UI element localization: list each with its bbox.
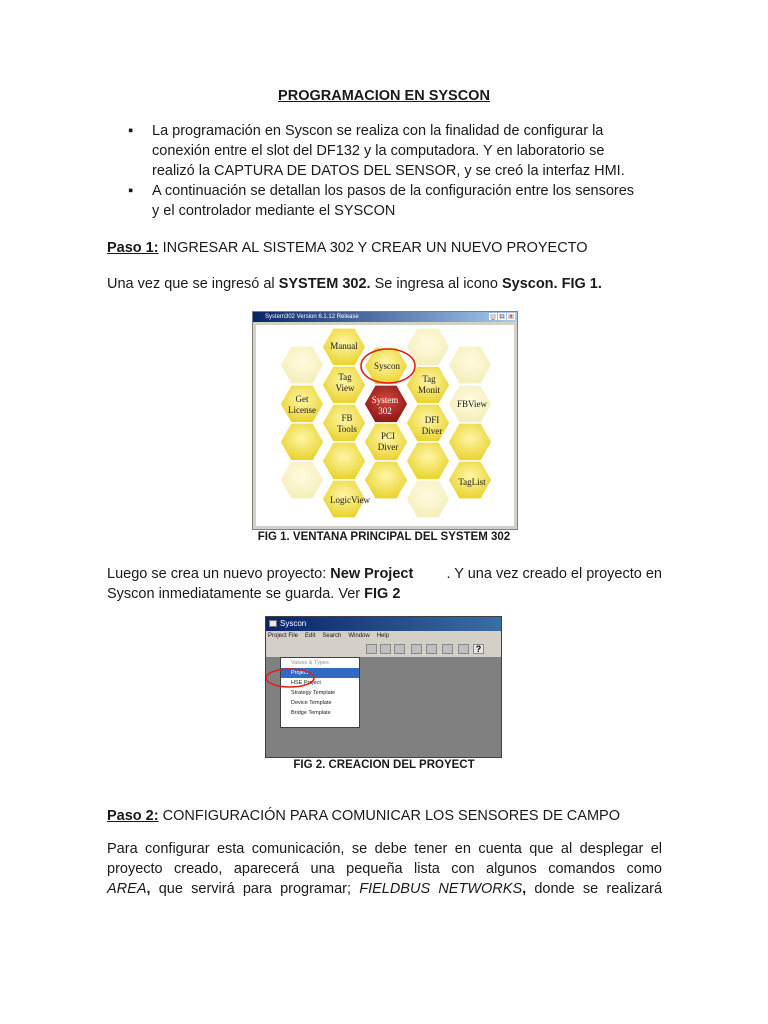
fbview-label[interactable]: FBView — [457, 399, 487, 409]
text-run: . Y una vez creado el proyecto en — [446, 566, 662, 582]
hex-faded — [406, 442, 450, 480]
text-run-italic: FIELDBUS NETWORKS — [359, 881, 523, 897]
dropdown-item-strategy-template[interactable]: Strategy Template — [291, 690, 336, 696]
text-run: Luego se crea un nuevo proyecto: — [107, 566, 331, 582]
text-run-italic: AREA — [107, 881, 147, 897]
menu-edit[interactable]: Edit — [305, 633, 316, 639]
hex-faded — [322, 442, 366, 480]
dropdown-item-hse-project[interactable]: HSE Project — [291, 680, 321, 686]
hex-faded — [280, 346, 324, 384]
hex-faded — [406, 328, 450, 366]
text-run: Una vez que se ingresó al — [107, 276, 279, 292]
manual-label[interactable]: Manual — [330, 341, 358, 351]
paragraph-line: proyecto creado, aparecerá una pequeña lista con algunos comandos como — [107, 861, 662, 877]
text-run: que servirá para programar; — [150, 881, 360, 897]
system302-label[interactable]: System — [371, 395, 399, 405]
pci-diver-label[interactable]: PCI — [380, 431, 396, 441]
paragraph-new-project — [107, 564, 662, 604]
step-1-paragraph — [107, 274, 667, 294]
paragraph-line — [107, 584, 662, 604]
step-2-heading — [107, 806, 667, 826]
bullet-marker: ▪ — [128, 183, 134, 199]
fb-tools-label[interactable]: FB — [341, 413, 353, 423]
hex-faded — [448, 423, 492, 461]
page-title: PROGRAMACION EN SYSCON — [278, 88, 490, 104]
bullet-2-line: A continuación se detallan los pasos de la configuración entre los sensores — [152, 183, 635, 199]
tag-monit-label[interactable]: Monit — [417, 385, 441, 395]
menu-help[interactable]: Help — [376, 633, 390, 639]
hex-get-license[interactable] — [280, 385, 324, 423]
hex-fb-tools[interactable] — [322, 404, 366, 442]
dropdown-item-device-template[interactable]: Device Template — [291, 700, 332, 706]
hexagon-menu — [256, 325, 514, 526]
hex-faded — [280, 461, 324, 499]
tag-monit-label[interactable]: Tag — [422, 374, 436, 384]
figure-2-caption: FIG 2. CREACION DEL PROYECT — [293, 759, 475, 771]
figure-1-caption: FIG 1. VENTANA PRINCIPAL DEL SYSTEM 302 — [257, 531, 511, 543]
bullet-2 — [152, 181, 660, 221]
hex-faded — [406, 480, 450, 518]
step-1-heading — [107, 238, 667, 258]
figure-1-title: System302 Version 6.1.12 Release — [265, 314, 359, 320]
paragraph-line — [107, 879, 662, 899]
text-run: Se ingresa al icono — [370, 276, 502, 292]
text-run: Syscon inmediatamente se guarda. Ver — [107, 586, 365, 602]
bullet-1-line: La programación en Syscon se realiza con la finalidad de configurar la — [152, 123, 604, 139]
step-2-label: Paso 2: — [107, 808, 159, 824]
get-license-label[interactable]: Get — [295, 394, 309, 404]
bullet-1-line: conexión entre el slot del DF132 y la computadora. Y en laboratorio se — [152, 143, 605, 159]
menu-search[interactable]: Search — [322, 633, 342, 639]
dfi-diver-label[interactable]: Diver — [421, 426, 443, 436]
figure-2-window — [265, 616, 502, 758]
figure-1-titlebar — [253, 312, 517, 322]
taglist-label[interactable]: TagList — [458, 477, 486, 487]
figure-1-canvas — [256, 325, 514, 526]
hex-faded — [280, 423, 324, 461]
get-license-label[interactable]: License — [288, 405, 316, 415]
menu-window[interactable]: Window — [348, 633, 370, 639]
paragraph-line-left — [107, 564, 413, 584]
dropdown-item-values-types[interactable]: Values & Types — [291, 660, 329, 666]
logicview-label[interactable]: LogicView — [330, 495, 370, 505]
step-1-label: Paso 1: — [107, 240, 159, 256]
maximize-icon[interactable]: □ — [498, 313, 506, 320]
close-icon[interactable]: x — [507, 313, 515, 320]
tag-view-label[interactable]: Tag — [338, 372, 352, 382]
paragraph-line — [107, 564, 662, 584]
paragraph-line: Para configurar esta comunicación, se debe tener en cuenta que al desplegar el — [107, 841, 662, 857]
project-highlight-overlay — [266, 617, 501, 757]
figure-1-window — [252, 311, 518, 530]
bullet-1 — [152, 121, 660, 181]
system302-label[interactable]: 302 — [378, 406, 392, 416]
minimize-icon[interactable]: _ — [489, 313, 497, 320]
project-highlight-circle — [266, 669, 314, 687]
step-2-text: CONFIGURACIÓN PARA COMUNICAR LOS SENSORES DE CAMPO — [158, 808, 620, 824]
dropdown-item-bridge-template[interactable]: Bridge Template — [291, 710, 331, 716]
text-run-bold: FIG 2 — [364, 586, 401, 602]
bullet-marker: ▪ — [128, 123, 134, 139]
step-1-text: INGRESAR AL SISTEMA 302 Y CREAR UN NUEVO PROYECTO — [158, 240, 588, 256]
text-run-bold: , — [522, 881, 527, 897]
window-controls — [489, 313, 515, 320]
fb-tools-label[interactable]: Tools — [337, 424, 357, 434]
bullet-1-line: realizó la CAPTURA DE DATOS DEL SENSOR, y se creó la interfaz HMI. — [152, 163, 625, 179]
dfi-diver-label[interactable]: DFI — [424, 415, 440, 425]
pci-diver-label[interactable]: Diver — [377, 442, 399, 452]
hex-faded — [448, 346, 492, 384]
tag-view-label[interactable]: View — [335, 383, 355, 393]
text-run-bold: SYSTEM 302. — [278, 276, 371, 292]
text-run: donde se realizará — [526, 881, 663, 897]
paragraph-configuration — [107, 839, 662, 899]
help-icon[interactable]: ? — [473, 644, 484, 654]
dropdown-item-project[interactable]: Project — [281, 668, 359, 678]
menu-project-file[interactable]: Project File — [268, 633, 299, 639]
text-run-bold: , — [146, 881, 151, 897]
hex-faded — [364, 461, 408, 499]
text-run-bold: New Project — [330, 566, 414, 582]
bullet-2-line: y el controlador mediante el SYSCON — [152, 203, 396, 219]
figure-2-title: Syscon — [280, 619, 307, 628]
text-run-bold: Syscon. FIG 1. — [501, 276, 602, 292]
syscon-label[interactable]: Syscon — [373, 361, 401, 371]
